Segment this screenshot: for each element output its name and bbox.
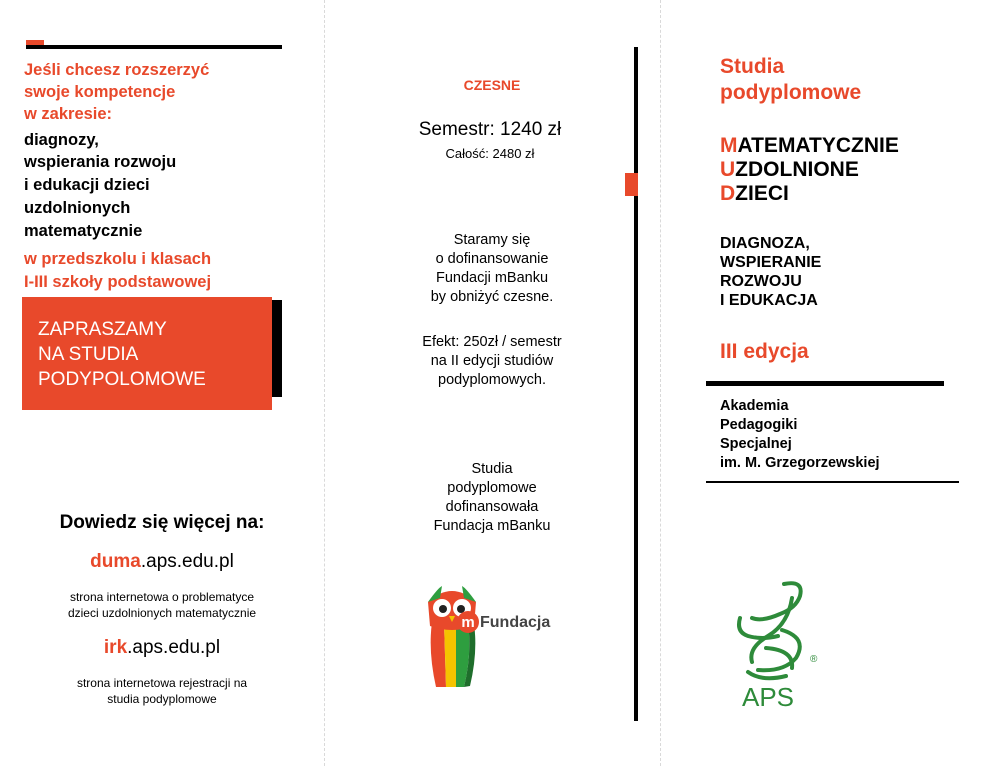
sponsor-line: dofinansowała: [445, 499, 539, 515]
scope-line: wspierania rozwoju: [24, 153, 177, 171]
right-vertical-rule: [634, 47, 638, 721]
mud-line-m: [720, 134, 899, 158]
mud-rest-u: ZDOLNIONE: [735, 158, 859, 181]
scope-line: i edukacji dzieci: [24, 176, 150, 194]
title-line: podyplomowe: [720, 81, 862, 104]
subtitle-line: ROZWOJU: [720, 273, 802, 290]
intro-line: swoje kompetencje: [24, 83, 176, 101]
invite-line: PODYPOLOMOWE: [38, 369, 206, 390]
intro-line: w zakresie:: [24, 105, 113, 123]
funding-line: o dofinansowanie: [435, 251, 549, 267]
link-irk-rest: .aps.edu.pl: [127, 637, 221, 658]
link-duma-desc: dzieci uzdolnionych matematycznie: [67, 606, 257, 620]
aps-logo-text: APS: [742, 682, 795, 710]
scope-line: uzdolnionych: [24, 199, 131, 217]
scope-line: diagnozy,: [24, 131, 99, 149]
intro-line: Jeśli chcesz rozszerzyć: [24, 61, 210, 79]
level-line: I-III szkoły podstawowej: [24, 273, 212, 291]
link-irk[interactable]: [0, 637, 324, 659]
effect-line: na II edycji studiów: [430, 353, 554, 369]
mud-initial-m: M: [720, 134, 738, 157]
academy-line: im. M. Grzegorzewskiej: [720, 455, 880, 471]
subtitle-line: DIAGNOZA,: [720, 235, 810, 252]
logo-letter: m: [461, 614, 475, 631]
effect-line: podyplomowych.: [438, 372, 546, 388]
mud-initial-d: D: [720, 182, 736, 205]
mud-initial-u: U: [720, 158, 736, 181]
link-duma-desc: strona internetowa o problematyce: [69, 590, 255, 604]
mud-rest-d: ZIECI: [735, 182, 789, 205]
sponsor-line: Studia: [471, 461, 513, 477]
academy-line: Akademia: [720, 398, 789, 414]
funding-line: by obniżyć czesne.: [430, 289, 554, 305]
left-top-rule: [26, 45, 282, 49]
link-duma[interactable]: [0, 551, 324, 573]
funding-line: Fundacji mBanku: [435, 270, 549, 286]
fee-title: CZESNE: [463, 77, 521, 93]
title-line: Studia: [720, 55, 785, 78]
fold-line-2: [660, 0, 661, 766]
aps-logo: [722, 578, 832, 710]
fee-total: Całość: 2480 zł: [445, 146, 535, 161]
mbank-foundation-logo: [418, 582, 558, 692]
mud-rest-m: ATEMATYCZNIE: [737, 134, 899, 157]
logo-text: Fundacja: [480, 614, 551, 631]
mud-line-d: [720, 182, 789, 206]
right-rule-2: [706, 481, 959, 483]
academy-line: Specjalnej: [720, 436, 792, 452]
link-irk-desc: studia podyplomowe: [107, 692, 217, 706]
scope-line: matematycznie: [24, 222, 143, 240]
subtitle-line: I EDUKACJA: [720, 292, 818, 309]
link-irk-highlight: irk: [103, 637, 128, 658]
invite-line: NA STUDIA: [38, 344, 139, 365]
sponsor-line: Fundacja mBanku: [433, 518, 551, 534]
edition-label: III edycja: [720, 340, 809, 363]
link-duma-highlight: duma: [90, 551, 141, 572]
effect-line: Efekt: 250zł / semestr: [422, 334, 562, 350]
level-line: w przedszkolu i klasach: [24, 250, 212, 268]
invite-line: ZAPRASZAMY: [38, 319, 167, 340]
academy-line: Pedagogiki: [720, 417, 798, 433]
link-duma-rest: .aps.edu.pl: [140, 551, 234, 572]
right-accent-block: [625, 173, 638, 196]
link-irk-desc: strona internetowa rejestracji na: [76, 676, 248, 690]
aps-emblem-icon: [722, 578, 832, 710]
subtitle-line: WSPIERANIE: [720, 254, 822, 271]
mud-line-u: [720, 158, 859, 182]
fee-semester: Semestr: 1240 zł: [418, 119, 562, 140]
learn-more-heading: Dowiedz się więcej na:: [59, 512, 265, 533]
owl-icon: [418, 582, 558, 692]
funding-line: Staramy się: [453, 232, 531, 248]
aps-registered: ®: [810, 654, 818, 665]
right-rule-1: [706, 381, 944, 386]
invite-side-bar: [272, 300, 282, 397]
sponsor-line: podyplomowe: [447, 480, 537, 496]
